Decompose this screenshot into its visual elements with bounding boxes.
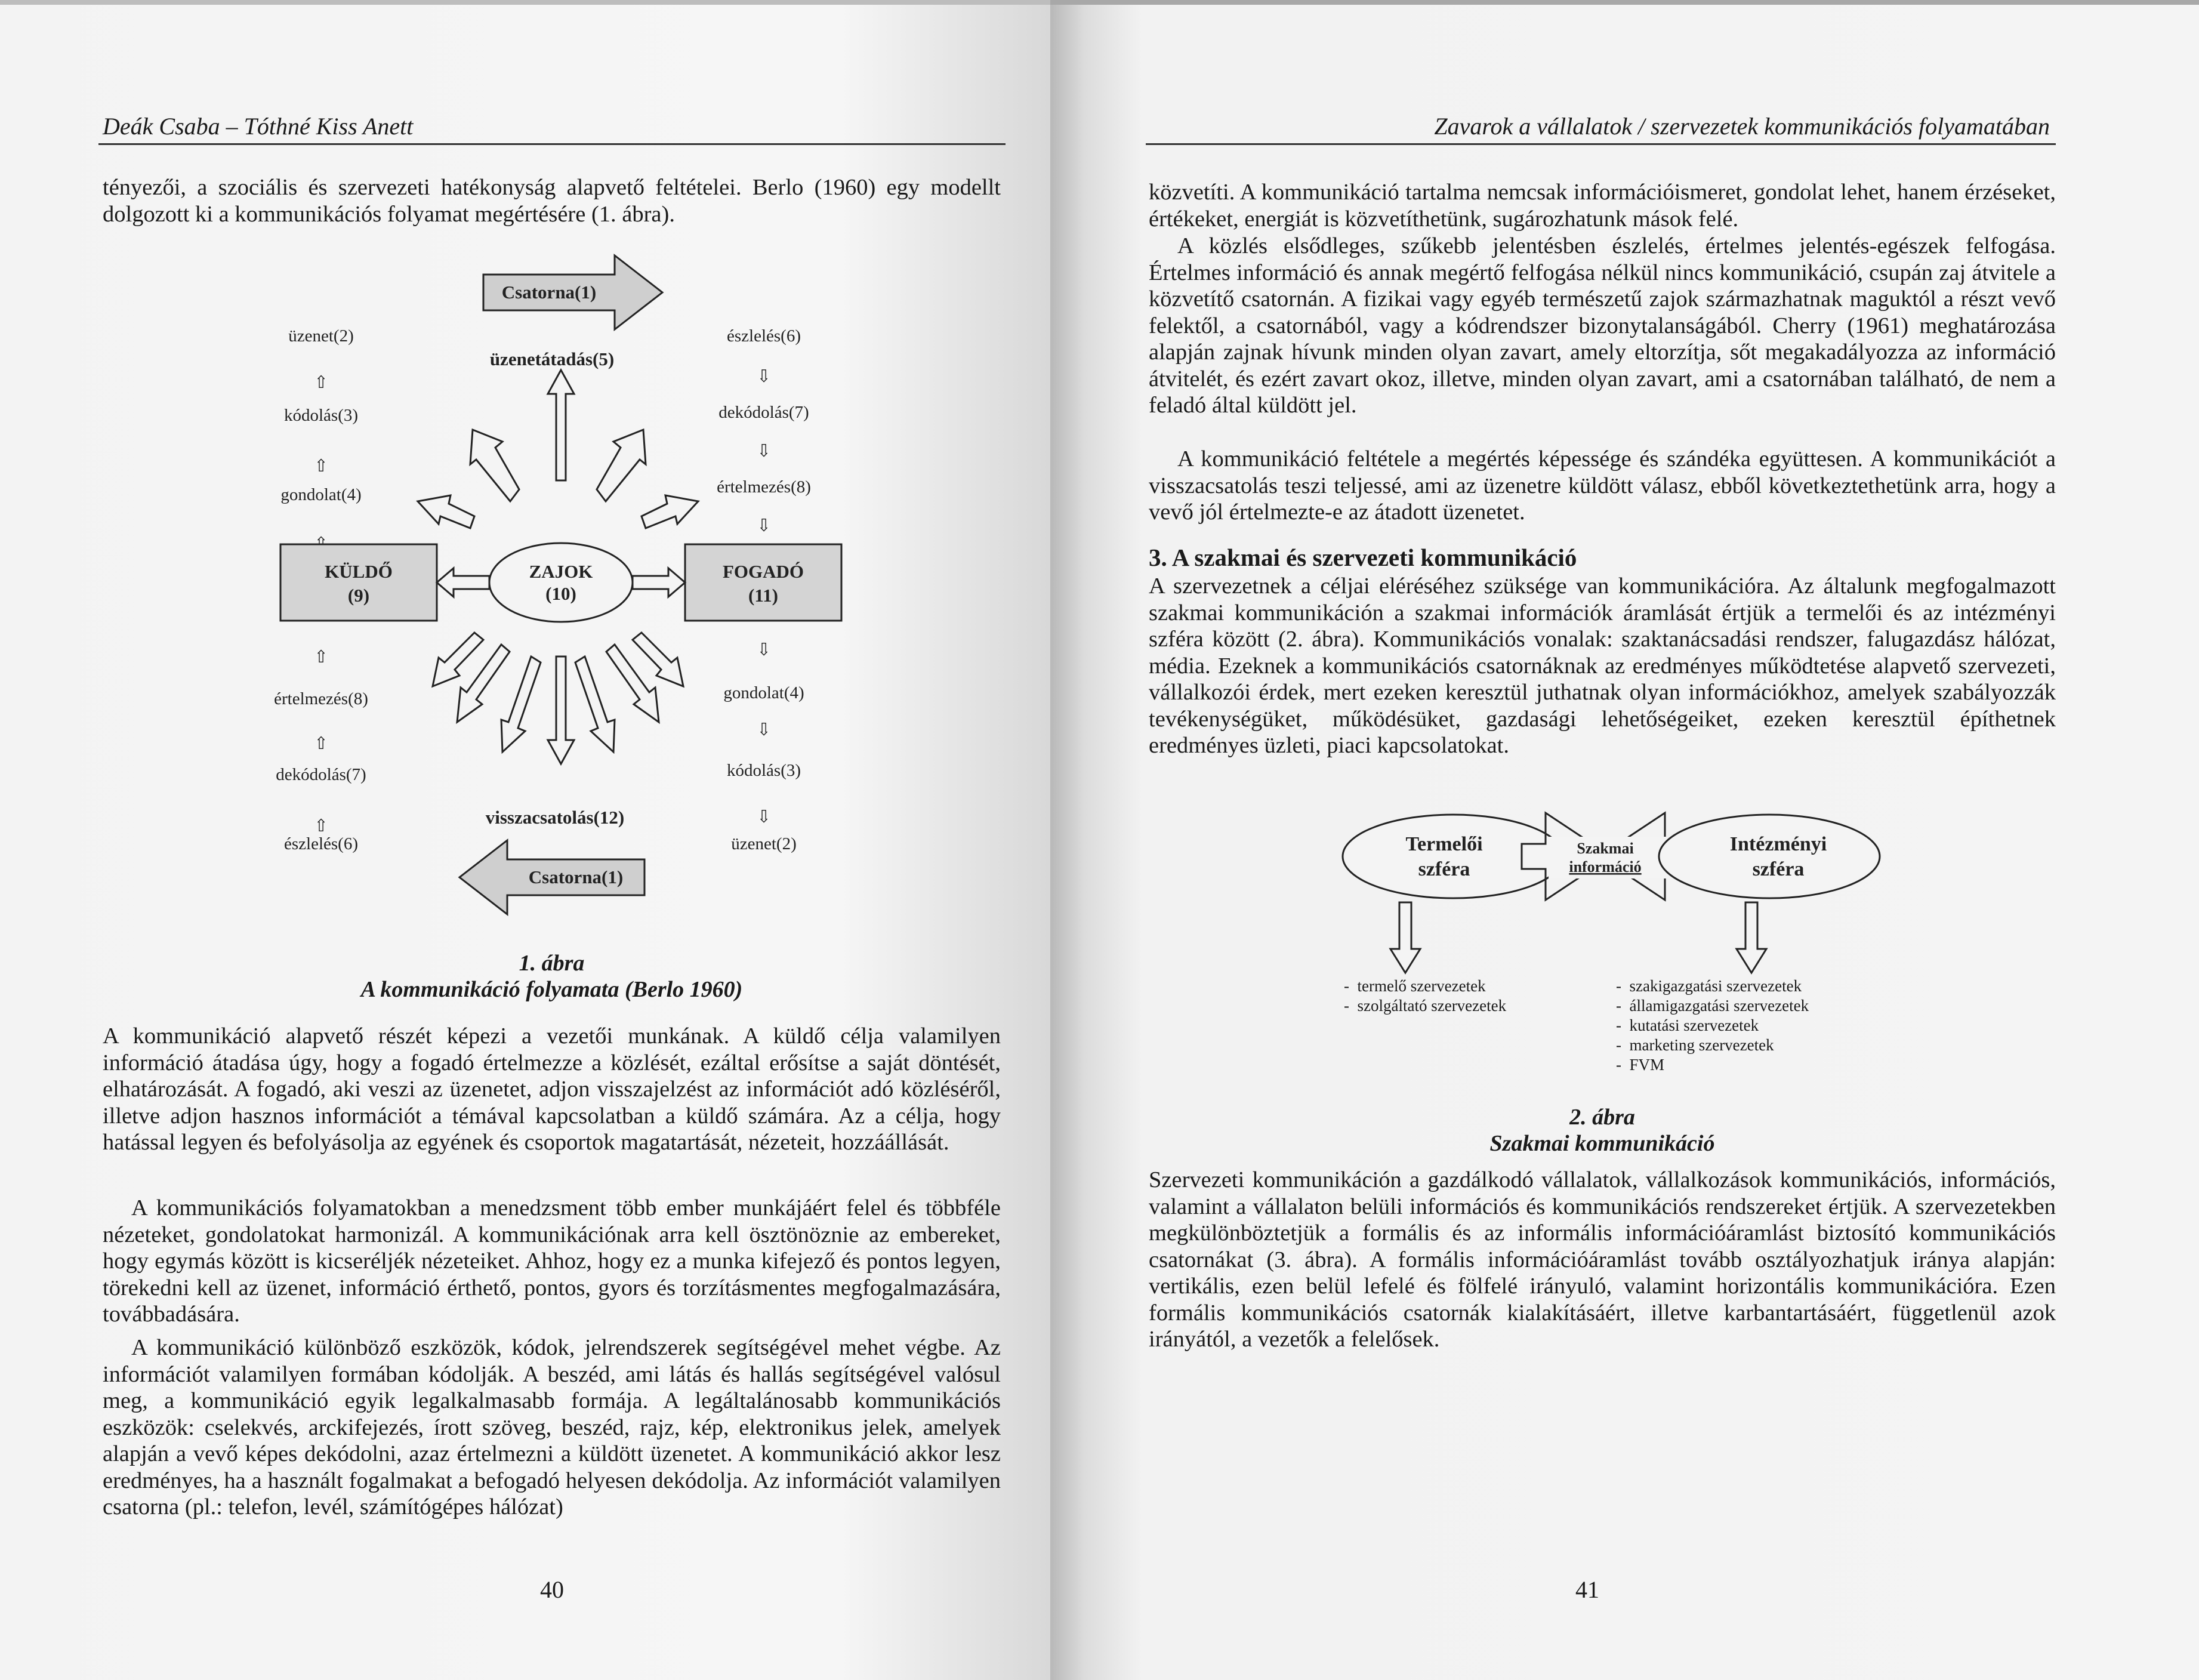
intro-paragraph: tényezői, a szociális és szervezeti hatékonyság alapvető feltételei. Berlo (1960) egy modellt dolgozott ki a kommunikációs folyamat megértésére (1. ábra). — [103, 175, 1001, 227]
page-top-edge — [1050, 0, 2199, 5]
left-paragraph-1: A kommunikáció alapvető részét képezi a vezetői munkának. A küldő célja valamilyen információ átadása úgy, hogy a fogadó értelmezze a közlését, ezáltal erősítse a saját döntését, elhatározását. A fogadó, aki veszi az üzenetet, adjon visszajelzést az információt adó közléséről, illetve adjon hasznos információt a témával kapcsolatban a küldő számára. Az a célja, hogy hatással legyen és befolyásolja az egyének és csoportok magatartását, nézeteit, hozzáállását. — [103, 1024, 1001, 1155]
left-up-arrow-icon: ⇧ — [313, 816, 329, 836]
producer-sphere-ellipse — [1343, 815, 1563, 898]
channel-label-top: Csatorna(1) — [501, 282, 597, 303]
running-header-left: Deák Csaba – Tóthné Kiss Anett — [103, 113, 414, 140]
left-thought-label: gondolat(4) — [280, 485, 362, 504]
noise-rays-bottom — [433, 633, 683, 764]
info-label-line1: Szakmai — [1577, 840, 1634, 857]
page-top-edge — [0, 0, 1050, 5]
channel-arrow-bottom — [459, 840, 644, 914]
receiver-label: FOGADÓ — [722, 561, 804, 582]
right-page — [1050, 0, 2199, 1680]
page-number-right: 41 — [1575, 1576, 1599, 1603]
list-item: - szakigazgatási szervezetek — [1616, 977, 1802, 995]
header-rule-right — [1146, 143, 2056, 145]
right-down-arrow-icon: ⇩ — [756, 442, 772, 461]
right-down-arrow-icon: ⇩ — [756, 807, 772, 827]
right-encoding-label: kódolás(3) — [726, 761, 801, 780]
receiver-number: (11) — [748, 585, 778, 606]
right-interpretation-label: értelmezés(8) — [717, 477, 811, 497]
sender-number: (9) — [347, 585, 370, 606]
right-paragraph-3: A kommunikáció feltétele a megértés képessége és szándéka együttesen. A kommunikációt a visszacsatolás teszi teljessé, ami az üzenetre küldött válasz, ebből következtethetünk arra, hogy a vevő jól értelmezte-e az átadott üzenetet. — [1149, 446, 2056, 525]
institution-list — [1616, 976, 1809, 1075]
figure-2-down-arrows — [1343, 901, 1880, 979]
noise-to-receiver-arrow — [633, 568, 685, 597]
left-interpretation-label: értelmezés(8) — [274, 689, 368, 708]
sender-label: KÜLDŐ — [325, 561, 393, 582]
left-up-arrow-icon: ⇧ — [313, 373, 329, 392]
noise-label: ZAJOK — [529, 561, 593, 582]
noise-to-sender-arrow — [437, 568, 489, 597]
figure-2-title: Szakmai kommunikáció — [1489, 1131, 1715, 1156]
list-item: - marketing szervezetek — [1616, 1036, 1774, 1054]
right-paragraph-1: közvetíti. A kommunikáció tartalma nemcsak információismeret, gondolat lehet, hanem érzéseket, értékeket, energiát is közvetíthetünk, sugározhatunk mások felé. — [1149, 180, 2056, 232]
right-paragraph-2: A közlés elsődleges, szűkebb jelentésben észlelés, értelmes jelentés-egészek felfogása. Értelmes információ és annak megértő felfogása nélkül nincs kommunikáció, csupán zaj átvitele a közvetítő csatornán. A fizikai vagy egyéb természetű zajok származhatnak maguktól a részt vevő felektől, a csatornából, vagy a kódrendszer bizonytalanságából. Cherry (1961) meghatározása alapján zajnak hívunk minden olyan zavart, amely eltorzítja, sőt megakadályozza az információ átvitelét, és ezért zavart okoz, illetve, minden olyan zavart, ami a csatornában található, de nem a feladó által küldött jel. — [1149, 233, 2056, 418]
left-up-arrow-icon: ⇧ — [313, 648, 329, 667]
channel-arrow-top — [483, 255, 662, 329]
right-down-arrow-icon: ⇩ — [756, 367, 772, 386]
sender-box — [280, 544, 437, 621]
left-message-label: üzenet(2) — [288, 326, 354, 346]
running-header-right: Zavarok a vállalatok / szervezetek kommunikációs folyamatában — [1434, 113, 2050, 140]
noise-rays-top — [418, 370, 698, 528]
message-transfer-label: üzenetátadás(5) — [489, 349, 615, 369]
right-down-arrow-icon: ⇩ — [756, 720, 772, 739]
institutional-sphere-ellipse — [1659, 815, 1880, 898]
right-thought-label: gondolat(4) — [723, 683, 804, 702]
list-item: - termelő szervezetek — [1344, 977, 1486, 995]
right-down-arrow-icon: ⇩ — [756, 516, 772, 535]
list-item: - államigazgatási szervezetek — [1616, 997, 1809, 1015]
figure-1-diagram — [274, 251, 877, 955]
figure-1-title: A kommunikáció folyamata (Berlo 1960) — [360, 977, 743, 1002]
page-number-left: 40 — [540, 1576, 564, 1603]
figure-2-caption — [1149, 1104, 2056, 1157]
section-title: 3. A szakmai és szervezeti kommunikáció — [1149, 544, 1577, 571]
figure-1-number: 1. ábra — [519, 951, 585, 976]
feedback-label: visszacsatolás(12) — [485, 807, 625, 828]
right-message-label: üzenet(2) — [731, 834, 797, 853]
list-item: - FVM — [1616, 1056, 1665, 1074]
institutional-sphere-line2: szféra — [1752, 858, 1805, 880]
list-item: - szolgáltató szervezetek — [1344, 997, 1507, 1015]
receiver-box — [685, 544, 841, 621]
right-decoding-label: dekódolás(7) — [718, 403, 809, 422]
right-down-arrow-icon: ⇩ — [756, 640, 772, 659]
list-item: - kutatási szervezetek — [1616, 1016, 1759, 1034]
producer-list — [1344, 976, 1506, 1016]
left-up-arrow-icon: ⇧ — [313, 457, 329, 476]
noise-number: (10) — [545, 583, 576, 604]
left-paragraph-2: A kommunikációs folyamatokban a menedzsment több ember munkájáért felel és többféle nézeteket, gondolatokat harmonizál. A kommunikációnak arra kell ösztönöznie az embereket, hogy egymás között is kicseréljék nézeteiket. Ahhoz, hogy ez a munka kifejező és pontos legyen, törekedni kell az üzenet, információ érthető, pontos, gyors és torzításmentes megfogalmazására, továbbadására. — [103, 1195, 1001, 1327]
left-paragraph-3: A kommunikáció különböző eszközök, kódok, jelrendszerek segítségével mehet végbe. Az információt valamilyen formában kódolják. A beszéd, ami látás és hallás segítségével valósul meg, a kommunikáció egyik legalkalmasabb formája. A legáltalánosabb kommunikációs eszközök: cselekvés, arckifejezés, írott szöveg, beszéd, rajz, kép, elektronikus jelek, amelyek alapján a vevő képes dekódolni, azaz értelmezni a küldött üzenetet. A kommunikáció akkor lesz eredményes, ha a használt fogalmakat a befogadó helyesen dekódolja. Az információt valamilyen csatorna (pl.: telefon, levél, számítógépes hálózat) — [103, 1335, 1001, 1519]
producer-sphere-line1: Termelői — [1405, 833, 1483, 855]
channel-label-bottom: Csatorna(1) — [528, 867, 624, 887]
left-encoding-label: kódolás(3) — [283, 406, 359, 425]
noise-ellipse — [489, 543, 633, 622]
figure-1-caption — [103, 950, 1001, 1003]
info-label-line2: információ — [1569, 858, 1642, 876]
left-page — [0, 0, 1050, 1680]
header-rule-left — [98, 143, 1006, 145]
left-decoding-label: dekódolás(7) — [276, 765, 366, 784]
right-paragraph-4: A szervezetnek a céljai eléréséhez szüksége van kommunikációra. Az általunk megfogalmazott szakmai kommunikáción a szakmai információk áramlását értjük a termelői és az intézményi szféra között (2. ábra). Kommunikációs vonalak: szaktanácsadási rendszer, falugazdász hálózat, média. Ezeknek a kommunikációs csatornáknak az eredményes működtetése alapvető szervezeti, vállalkozói érdek, mert ezeken keresztül juthatnak olyan információkhoz, amelyek szabályozzák tevékenységüket, működésüket, gazdasági lehetőségeiket, ezeken keresztül építhetnek eredményes üzleti, piaci kapcsolatokat. — [1149, 574, 2056, 758]
right-perception-label: észlelés(6) — [727, 326, 801, 346]
institutional-sphere-line1: Intézményi — [1729, 833, 1827, 855]
left-up-arrow-icon: ⇧ — [313, 734, 329, 753]
left-perception-label: észlelés(6) — [284, 834, 358, 853]
figure-2-number: 2. ábra — [1569, 1105, 1635, 1130]
right-paragraph-5: Szervezeti kommunikáción a gazdálkodó vállalatok, vállalkozások kommunikációs, információs, valamint a vállalaton belüli információs és kommunikációs rendszereket értjük. A szervezetekben megkülönböztetjük a formális és az informális információáramlást biztosító kommunikációs csatornákat (3. ábra). A formális információáramlást tovább osztályozhatjuk iránya alapján: vertikális, ezen belül lefelé és fölfelé irányuló, valamint horizontális kommunikációra. Ezen formális kommunikációs csatornák kialakításáért, illetve karbantartásáért, függetlenül azok irányától, a vezetők a felelősek. — [1149, 1167, 2056, 1352]
producer-sphere-line2: szféra — [1418, 858, 1470, 880]
